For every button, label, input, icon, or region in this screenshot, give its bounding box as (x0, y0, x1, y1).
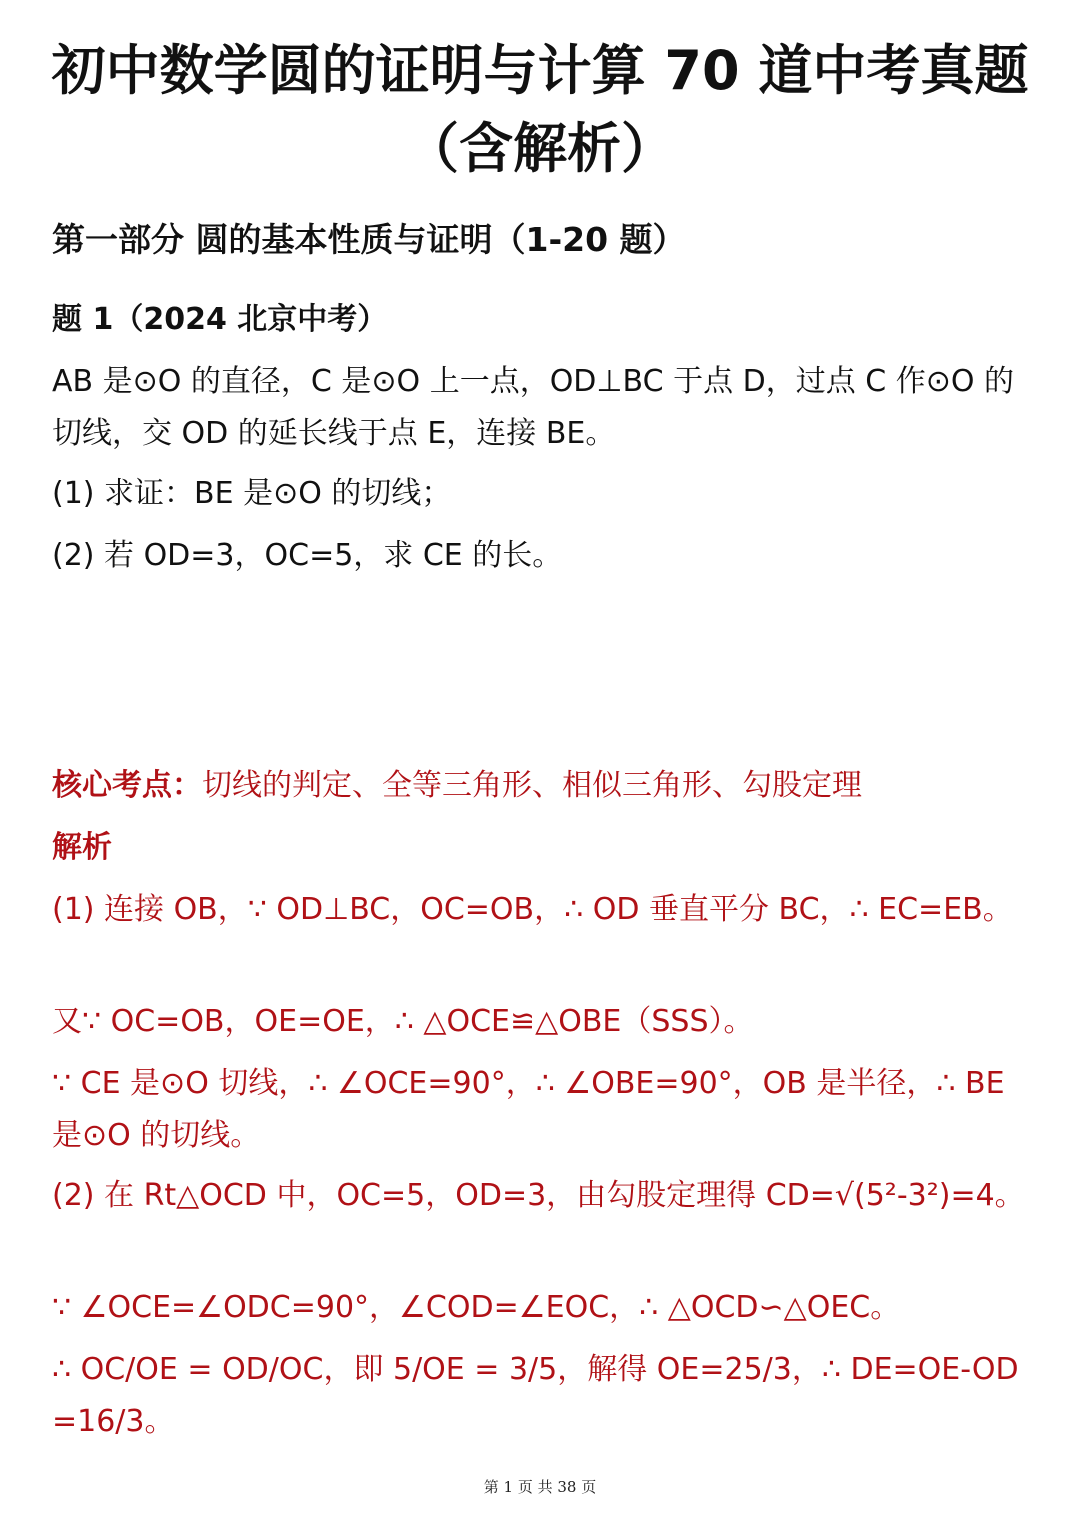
key-points-line (52, 760, 1027, 812)
question-heading: 题 1（2024 北京中考） (52, 302, 388, 337)
analysis-line-6: ∴ OC/OE = OD/OC，即 5/OE = 3/5，解得 OE=25/3，∴ DE=OE-OD=16/3。 (52, 1352, 1019, 1439)
question-part-1: (1) 求证：BE 是⊙O 的切线； (52, 476, 452, 511)
question-stem: AB 是⊙O 的直径，C 是⊙O 上一点，OD⊥BC 于点 D，过点 C 作⊙O 的切线，交 OD 的延长线于点 E，连接 BE。 (52, 364, 1015, 451)
analysis-line-1: (1) 连接 OB，∵ OD⊥BC，OC=OB，∴ OD 垂直平分 BC，∴ EC=EB。 (52, 892, 1013, 927)
analysis-line-4: (2) 在 Rt△OCD 中，OC=5，OD=3，由勾股定理得 CD=√(5²-3²)=4。 (52, 1178, 1025, 1213)
analysis-line-5: ∵ ∠OCE=∠ODC=90°，∠COD=∠EOC，∴ △OCD∽△OEC。 (52, 1290, 901, 1325)
analysis-line-2: 又∵ OC=OB，OE=OE，∴ △OCE≌△OBE（SSS）。 (52, 1004, 754, 1039)
key-points-label: 核心考点： (52, 768, 202, 803)
question-part-2: (2) 若 OD=3，OC=5，求 CE 的长。 (52, 538, 563, 573)
section-heading: 第一部分 圆的基本性质与证明（1-20 题） (52, 220, 686, 259)
analysis-label: 解析 (52, 830, 112, 865)
analysis-line-3: ∵ CE 是⊙O 切线，∴ ∠OCE=90°，∴ ∠OBE=90°，OB 是半径，∴ BE 是⊙O 的切线。 (52, 1066, 1005, 1153)
page-title-line-2: （含解析） (405, 117, 675, 180)
key-points-text: 切线的判定、全等三角形、相似三角形、勾股定理 (202, 768, 862, 803)
page-title-line-1: 初中数学圆的证明与计算 70 道中考真题 (51, 39, 1029, 102)
page-number-footer: 第 1 页 共 38 页 (483, 1478, 597, 1496)
